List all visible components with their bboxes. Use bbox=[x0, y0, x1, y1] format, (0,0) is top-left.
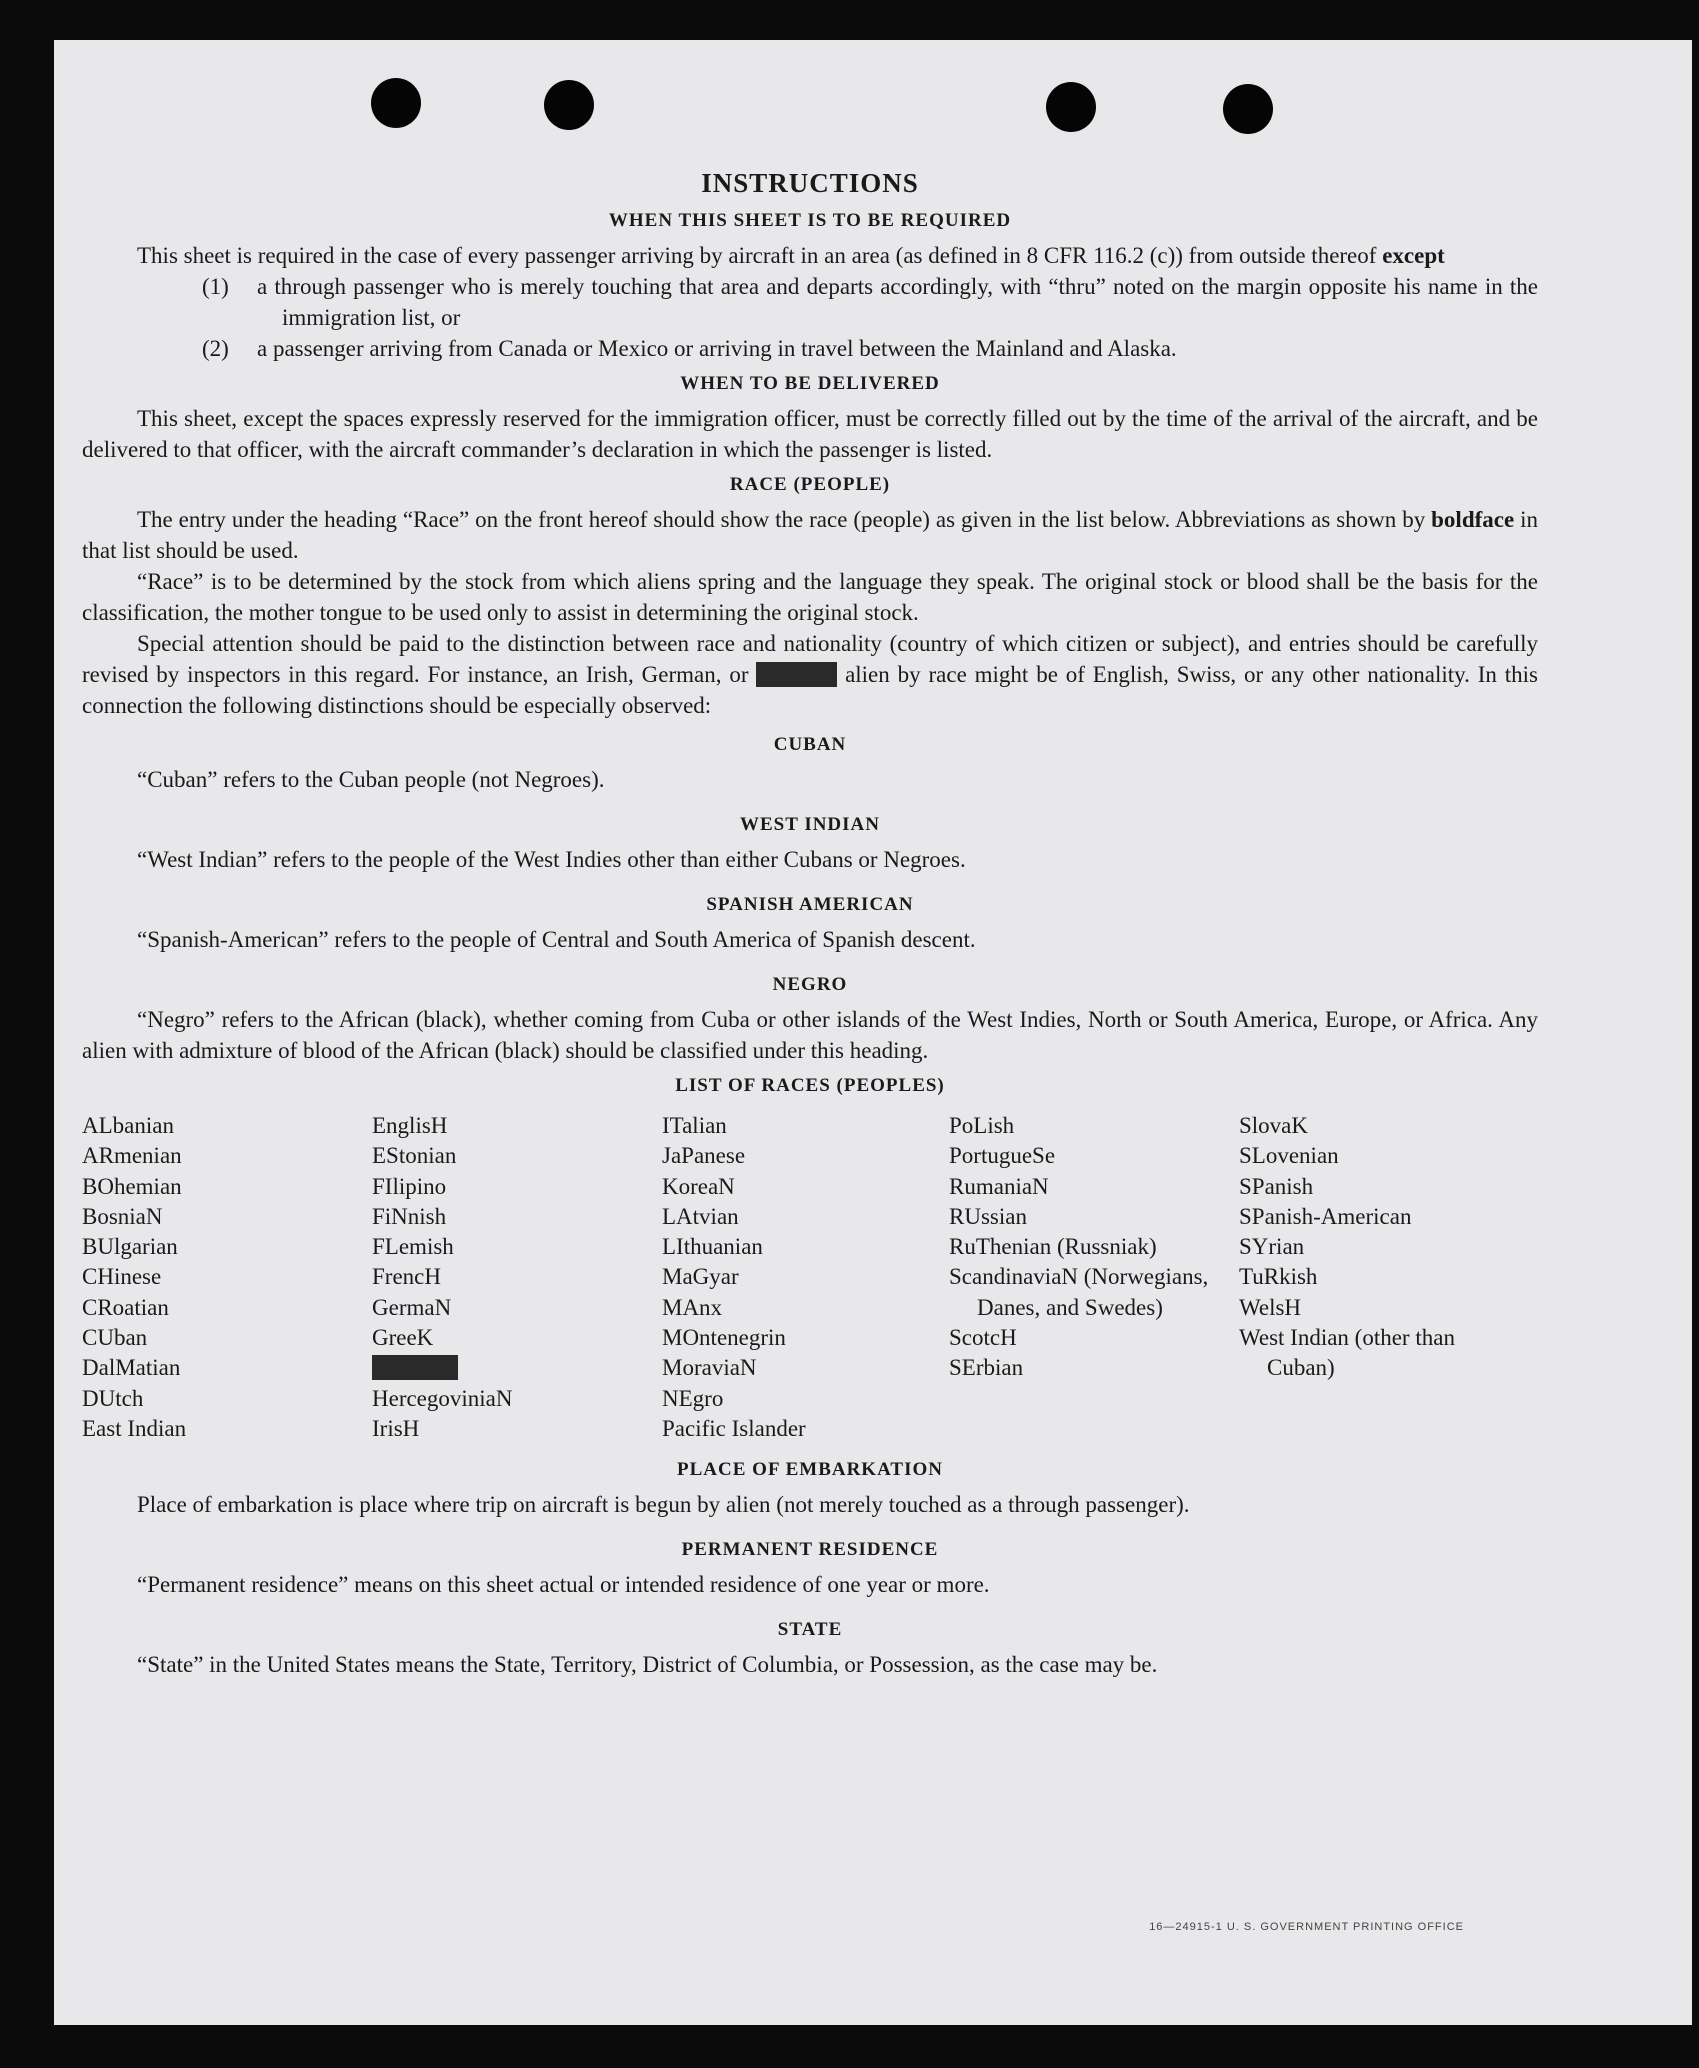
race-entry: ALbanian bbox=[82, 1113, 174, 1138]
race-entry: FrencH bbox=[372, 1264, 441, 1290]
race-entry: SlovaK bbox=[1239, 1113, 1308, 1138]
race-entry: RuThenian (Russniak) bbox=[949, 1234, 1157, 1260]
race-entry: CUban bbox=[82, 1325, 148, 1351]
race-paragraph-3: Special attention should be paid to the distinction between race and nationality (country of which citizen or subject), and entries should be carefully revised by inspectors in this regard. For instance, an Irish, German, or Hebrew alien by race might be of English, Swiss, or any other nationality. In this connection the following distinctions should be especially observed: bbox=[82, 631, 1539, 718]
heading-when-delivered: WHEN TO BE DELIVERED bbox=[680, 373, 940, 394]
race-entry-struck: HebreW bbox=[372, 1353, 662, 1383]
race-entry: BOhemian bbox=[82, 1173, 182, 1199]
race-entry: BosniaN bbox=[82, 1203, 163, 1229]
document-sheet bbox=[54, 40, 1692, 2025]
negro-text: “Negro” refers to the African (black), whether coming from Cuba or other islands of the West Indies, North or South America, Europe, or Africa. Any alien with admixture of blood of the African (black) should be classified under this heading. bbox=[82, 1007, 1538, 1063]
west-indian-text: “West Indian” refers to the people of the West Indies other than either Cubans or Negroes. bbox=[137, 847, 966, 872]
page-title: INSTRUCTIONS bbox=[701, 168, 919, 198]
heading-when-required: WHEN THIS SHEET IS TO BE REQUIRED bbox=[608, 210, 1012, 231]
race-entry: SErbian bbox=[949, 1355, 1024, 1381]
race-entry: SLovenian bbox=[1239, 1143, 1339, 1169]
bold-except: except bbox=[1382, 243, 1445, 268]
race-entry: SPanish bbox=[1239, 1173, 1314, 1199]
heading-list-of-races: LIST OF RACES (PEOPLES) bbox=[675, 1075, 945, 1096]
struck-out-word: Hebrew bbox=[756, 662, 837, 687]
races-column-4 bbox=[949, 1111, 1239, 1444]
races-column-2 bbox=[372, 1111, 662, 1444]
state-text: “State” in the United States means the State, Territory, District of Columbia, or Possession, as the case may be. bbox=[137, 1652, 1158, 1678]
heading-permanent-residence: PERMANENT RESIDENCE bbox=[681, 1539, 939, 1561]
race-entry: KoreaN bbox=[662, 1173, 735, 1199]
race-entry: SPanish-American bbox=[1239, 1203, 1412, 1229]
race-entry: LIthuanian bbox=[662, 1234, 763, 1260]
race-entry: ARmenian bbox=[82, 1143, 182, 1169]
residence-text: “Permanent residence” means on this sheet actual or intended residence of one year or more. bbox=[137, 1572, 990, 1598]
heading-embarkation: PLACE OF EMBARKATION bbox=[677, 1459, 943, 1481]
race-entry: TuRkish bbox=[1239, 1264, 1318, 1290]
race-entry: EStonian bbox=[372, 1143, 457, 1169]
heading-negro: NEGRO bbox=[772, 974, 848, 995]
cuban-text: “Cuban” refers to the Cuban people (not Negroes). bbox=[137, 767, 605, 792]
race-entry: EnglisH bbox=[372, 1113, 448, 1138]
spanish-american-text: “Spanish-American” refers to the people of Central and South America of Spanish descent. bbox=[137, 927, 976, 952]
heading-spanish-american: SPANISH AMERICAN bbox=[706, 894, 914, 915]
printer-imprint: 16—24915-1 U. S. GOVERNMENT PRINTING OFFICE bbox=[1149, 1921, 1464, 1933]
race-entry: NEgro bbox=[662, 1385, 724, 1411]
race-entry: MaGyar bbox=[662, 1264, 739, 1290]
punch-hole bbox=[1046, 82, 1096, 132]
exception-item-2: (2) a passenger arriving from Canada or Mexico or arriving in travel between the Mainland and Alaska. bbox=[202, 336, 1177, 361]
heading-cuban: CUBAN bbox=[773, 734, 847, 755]
race-entry: FLemish bbox=[372, 1234, 454, 1260]
race-entry: RumaniaN bbox=[949, 1173, 1049, 1199]
when-delivered-text: This sheet, except the spaces expressly reserved for the immigration officer, must be correctly filled out by the time of the arrival of the aircraft, and be delivered to that officer, with the aircraft commander’s declaration in which the passenger is listed. bbox=[82, 406, 1538, 462]
race-entry: ScotcH bbox=[949, 1325, 1017, 1351]
race-entry: MOntenegrin bbox=[662, 1325, 786, 1351]
race-entry: ITalian bbox=[662, 1113, 727, 1138]
race-entry: FiNnish bbox=[372, 1203, 447, 1229]
race-entry: East Indian bbox=[82, 1415, 187, 1441]
race-entry: GreeK bbox=[372, 1325, 434, 1351]
race-paragraph-1: The entry under the heading “Race” on the front hereof should show the race (people) as given in the list below. Abbreviations as shown by boldface in that list should be used. bbox=[82, 507, 1539, 563]
punch-hole bbox=[371, 78, 421, 128]
race-paragraph-2: “Race” is to be determined by the stock from which aliens spring and the language they speak. The original stock or blood shall be the basis for the classification, the mother tongue to be used only to assist in determining the original stock. bbox=[82, 569, 1538, 625]
race-entry: HercegoviniaN bbox=[372, 1385, 513, 1411]
race-entry: JaPanese bbox=[662, 1143, 746, 1169]
race-entry: CRoatian bbox=[82, 1294, 169, 1320]
race-entry: BUlgarian bbox=[82, 1234, 178, 1260]
heading-race: RACE (PEOPLE) bbox=[729, 474, 891, 495]
when-required-intro: This sheet is required in the case of every passenger arriving by aircraft in an area (as defined in 8 CFR 116.2 (c)) from outside thereof except bbox=[137, 243, 1445, 268]
race-entry: WelsH bbox=[1239, 1294, 1302, 1320]
race-entry: IrisH bbox=[372, 1415, 420, 1441]
race-entry: LAtvian bbox=[662, 1203, 739, 1229]
punch-hole bbox=[1223, 84, 1273, 134]
race-entry: PortugueSe bbox=[949, 1143, 1056, 1169]
race-entry: Pacific Islander bbox=[662, 1415, 806, 1441]
race-entry: GermaN bbox=[372, 1294, 452, 1320]
race-entry: MAnx bbox=[662, 1294, 723, 1320]
races-list bbox=[82, 1111, 1538, 1444]
race-entry: RUssian bbox=[949, 1203, 1027, 1229]
race-entry: CHinese bbox=[82, 1264, 162, 1290]
races-column-3 bbox=[662, 1111, 949, 1444]
heading-state: STATE bbox=[777, 1619, 843, 1641]
punch-hole bbox=[544, 80, 594, 130]
instructions-content bbox=[82, 168, 1538, 1680]
races-column-5 bbox=[1239, 1111, 1499, 1444]
race-entry: FIlipino bbox=[372, 1173, 447, 1199]
race-entry: MoraviaN bbox=[662, 1355, 757, 1381]
race-entry: SYrian bbox=[1239, 1234, 1305, 1260]
race-entry: DUtch bbox=[82, 1385, 144, 1411]
race-entry: PoLish bbox=[949, 1113, 1015, 1138]
embarkation-text: Place of embarkation is place where trip on aircraft is begun by alien (not merely touched as a through passenger). bbox=[137, 1492, 1190, 1518]
exception-item-1: (1) a through passenger who is merely touching that area and departs accordingly, with “thru” noted on the margin opposite his name in the immigration list, or bbox=[202, 274, 1538, 330]
heading-west-indian: WEST INDIAN bbox=[740, 814, 880, 835]
races-column-1 bbox=[82, 1111, 372, 1444]
race-entry: West Indian (other than Cuban) bbox=[1239, 1325, 1455, 1381]
race-entry: DalMatian bbox=[82, 1355, 181, 1381]
race-entry: ScandinaviaN (Norwegians, Danes, and Swedes) bbox=[949, 1264, 1209, 1320]
